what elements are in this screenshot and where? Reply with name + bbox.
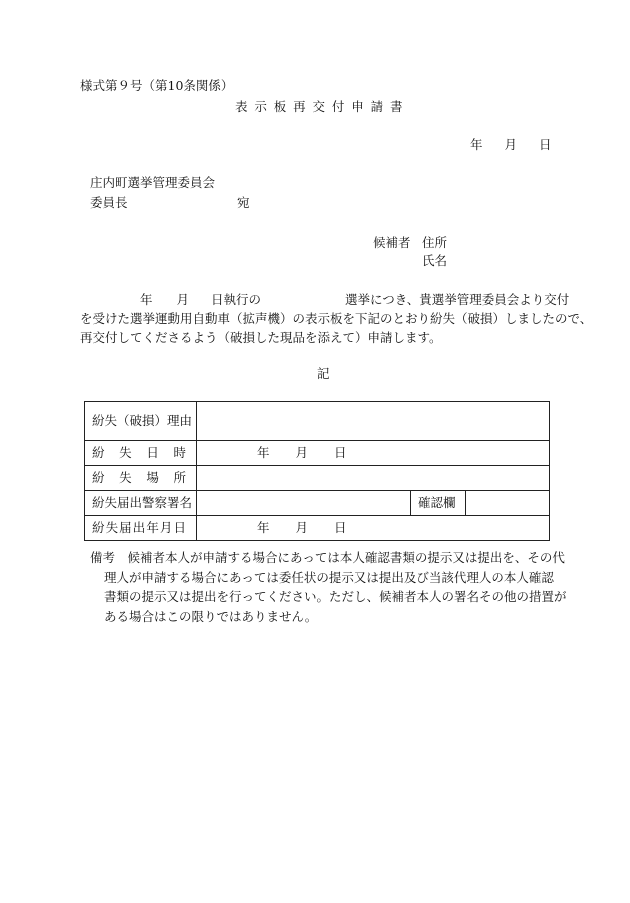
addressee-suffix: 宛 bbox=[237, 195, 250, 210]
ki-heading: 記 bbox=[317, 366, 330, 381]
loss-datetime-value[interactable]: 年 月 日 bbox=[197, 441, 550, 466]
date-year: 年 bbox=[470, 137, 483, 152]
form-number: 様式第９号（第10条関係） bbox=[80, 78, 234, 93]
body-line-2: を受けた選挙運動用自動車（拡声機）の表示板を下記のとおり紛失（破損）しましたので、 bbox=[80, 311, 593, 326]
confirm-value[interactable] bbox=[466, 491, 550, 516]
report-date-value[interactable]: 年 月 日 bbox=[197, 516, 550, 541]
loss-datetime-label: 紛 失 日 時 bbox=[85, 441, 197, 466]
police-station-label: 紛失届出警察署名 bbox=[85, 491, 197, 516]
table-row-place bbox=[85, 466, 550, 491]
remarks-line-2: 理人が申請する場合にあっては委任状の提示又は提出及び当該代理人の本人確認 bbox=[104, 569, 554, 585]
remarks-line-3: 書類の提示又は提出を行ってください。ただし、候補者本人の署名その他の措置が bbox=[104, 589, 567, 604]
reason-label: 紛失（破損）理由 bbox=[85, 402, 197, 441]
addressee-chair: 委員長 bbox=[90, 195, 128, 210]
remarks-line-1: 備考 候補者本人が申請する場合にあっては本人確認書類の提示又は提出を、その代 bbox=[90, 550, 565, 565]
confirm-label: 確認欄 bbox=[411, 491, 466, 516]
report-date-label: 紛 失 届 出 年 月 日 bbox=[85, 516, 197, 541]
remarks bbox=[90, 548, 567, 626]
table-row-report-date bbox=[85, 516, 550, 541]
candidate-label: 候補者 bbox=[373, 235, 411, 250]
table-row-reason bbox=[85, 402, 550, 441]
body-line-1: 年 月 日執行の 選挙につき、貴選挙管理委員会より交付 bbox=[140, 292, 570, 307]
date-day: 日 bbox=[539, 137, 552, 152]
reason-value[interactable] bbox=[197, 402, 550, 441]
details-table bbox=[84, 401, 550, 541]
loss-place-label: 紛 失 場 所 bbox=[85, 466, 197, 491]
candidate-address-label: 住所 bbox=[422, 235, 448, 250]
table-row-police bbox=[85, 491, 550, 516]
document-title: 表示板再交付申請書 bbox=[235, 99, 410, 114]
police-station-value[interactable] bbox=[197, 491, 411, 516]
body-line-3: 再交付してくださるよう（破損した現品を添えて）申請します。 bbox=[80, 330, 442, 345]
loss-place-value[interactable] bbox=[197, 466, 550, 491]
addressee-organization: 庄内町選挙管理委員会 bbox=[90, 175, 216, 190]
remarks-line-4: ある場合はこの限りではありません。 bbox=[104, 608, 318, 624]
candidate-name-label: 氏名 bbox=[422, 253, 448, 268]
date-line bbox=[470, 139, 552, 152]
application-body bbox=[80, 290, 593, 347]
date-month: 月 bbox=[504, 137, 518, 152]
table-row-datetime bbox=[85, 441, 550, 466]
